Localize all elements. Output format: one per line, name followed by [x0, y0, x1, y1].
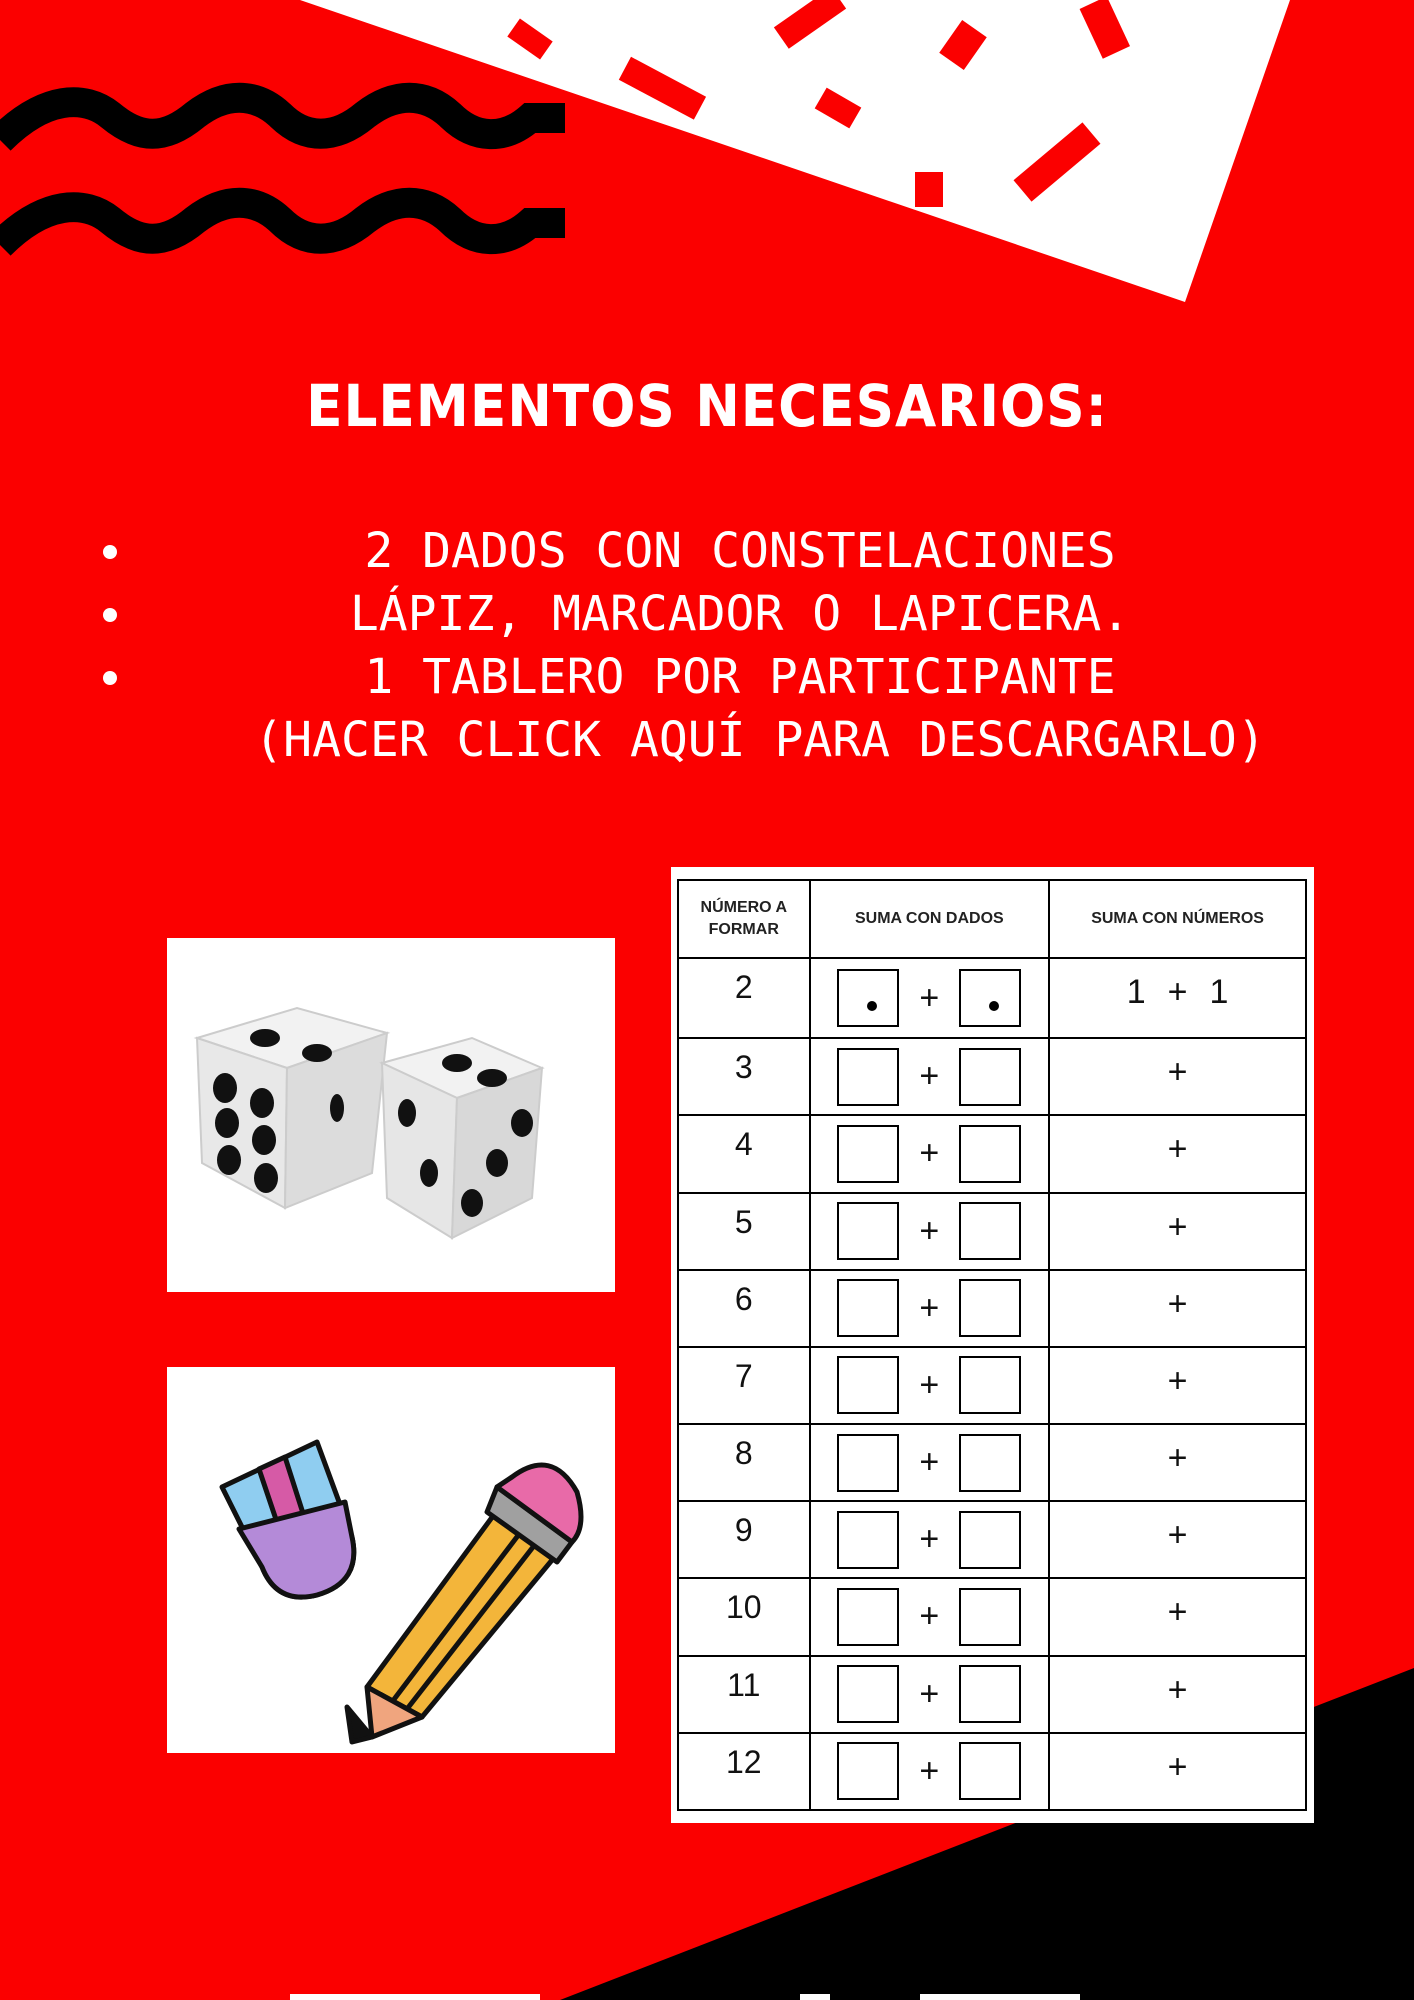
dice-box[interactable] — [837, 1202, 899, 1260]
number-sum-cell[interactable] — [1049, 1733, 1306, 1810]
dice-sum-cell — [810, 1501, 1050, 1578]
dice-box[interactable] — [837, 1356, 899, 1414]
plus-sign: + — [919, 1751, 940, 1790]
number-sum-cell — [1049, 958, 1306, 1038]
number-sum-cell[interactable] — [1049, 1578, 1306, 1655]
dice-box[interactable] — [959, 1665, 1021, 1723]
target-number: 6 — [678, 1270, 810, 1347]
table-row — [678, 1501, 1306, 1578]
plus-sign: + — [919, 1288, 940, 1327]
dice-box[interactable] — [837, 1742, 899, 1800]
list-item — [0, 520, 1414, 583]
dice-box[interactable] — [959, 1742, 1021, 1800]
list-item — [0, 583, 1414, 646]
dice-box[interactable] — [837, 969, 899, 1027]
number-sum-cell[interactable] — [1049, 1270, 1306, 1347]
plus-sign: + — [1167, 1439, 1188, 1478]
dice-sum-cell — [810, 1038, 1050, 1115]
plus-sign: + — [919, 1674, 940, 1713]
target-number: 11 — [678, 1656, 810, 1733]
download-link-text[interactable]: (HACER CLICK AQUÍ PARA DESCARGARLO) — [254, 712, 1266, 768]
table-row — [678, 1347, 1306, 1424]
list-item-text: 1 TABLERO POR PARTICIPANTE — [364, 649, 1116, 705]
dice-sum-cell — [810, 1193, 1050, 1270]
dice-box[interactable] — [959, 1356, 1021, 1414]
table-row — [678, 1115, 1306, 1192]
number-sum-cell[interactable] — [1049, 1501, 1306, 1578]
plus-sign: + — [919, 1520, 940, 1559]
dice-box[interactable] — [837, 1279, 899, 1337]
plus-sign: + — [919, 1597, 940, 1636]
table-row — [678, 1424, 1306, 1501]
dice-icon — [167, 938, 615, 1292]
dice-box[interactable] — [837, 1125, 899, 1183]
number-sum-cell[interactable] — [1049, 1424, 1306, 1501]
plus-sign: + — [919, 1365, 940, 1404]
plus-sign: + — [919, 1443, 940, 1482]
header-number: NÚMERO A FORMAR — [678, 880, 810, 958]
die-pip — [867, 1001, 877, 1011]
plus-sign: + — [919, 1211, 940, 1250]
table-row — [678, 1193, 1306, 1270]
dice-box[interactable] — [959, 1588, 1021, 1646]
plus-sign: + — [919, 1134, 940, 1173]
plus-sign: + — [1167, 1670, 1188, 1709]
table-row — [678, 1656, 1306, 1733]
dice-box[interactable] — [959, 969, 1021, 1027]
list-item — [0, 646, 1414, 709]
dice-sum-cell — [810, 1347, 1050, 1424]
die-pip — [989, 1001, 999, 1011]
addend-b: 1 — [1209, 973, 1229, 1011]
dice-box[interactable] — [837, 1511, 899, 1569]
dice-image — [167, 938, 615, 1292]
materials-list — [0, 520, 1414, 772]
plus-sign: + — [919, 978, 940, 1017]
header-dice-sum: SUMA CON DADOS — [810, 880, 1050, 958]
number-sum-cell[interactable] — [1049, 1038, 1306, 1115]
target-number: 5 — [678, 1193, 810, 1270]
plus-sign: + — [1167, 1361, 1188, 1400]
plus-sign: + — [1167, 1207, 1188, 1246]
dice-box[interactable] — [837, 1665, 899, 1723]
target-number: 4 — [678, 1115, 810, 1192]
dice-sum-cell — [810, 1270, 1050, 1347]
number-sum-cell[interactable] — [1049, 1656, 1306, 1733]
plus-sign: + — [1167, 1284, 1188, 1323]
dice-box[interactable] — [837, 1434, 899, 1492]
pencil-image — [167, 1367, 615, 1753]
target-number: 3 — [678, 1038, 810, 1115]
bullet-dot — [103, 608, 117, 622]
dice-box[interactable] — [959, 1125, 1021, 1183]
target-number: 8 — [678, 1424, 810, 1501]
list-item-text: 2 DADOS CON CONSTELACIONES — [364, 523, 1116, 579]
plus-sign: + — [919, 1057, 940, 1096]
list-item-text: LÁPIZ, MARCADOR O LAPICERA. — [349, 586, 1131, 642]
plus-sign: + — [1167, 1053, 1188, 1092]
plus-sign: + — [1167, 973, 1188, 1011]
dice-sum-cell — [810, 1115, 1050, 1192]
dice-box[interactable] — [959, 1202, 1021, 1260]
dice-sum-cell — [810, 1578, 1050, 1655]
download-link[interactable] — [0, 709, 1414, 772]
number-sum-cell[interactable] — [1049, 1193, 1306, 1270]
pencil-eraser-icon — [167, 1367, 615, 1753]
page-title: ELEMENTOS NECESARIOS: — [306, 372, 1108, 440]
dice-box[interactable] — [959, 1279, 1021, 1337]
dice-sum-cell — [810, 1656, 1050, 1733]
number-sum-cell[interactable] — [1049, 1115, 1306, 1192]
bullet-dot — [103, 671, 117, 685]
dice-box[interactable] — [837, 1048, 899, 1106]
dice-box[interactable] — [959, 1434, 1021, 1492]
bullet-dot — [103, 545, 117, 559]
header-number-sum: SUMA CON NÚMEROS — [1049, 880, 1306, 958]
table-row — [678, 958, 1306, 1038]
plus-sign: + — [1167, 1130, 1188, 1169]
addend-a: 1 — [1126, 973, 1146, 1011]
table-row — [678, 1038, 1306, 1115]
dice-sum-cell — [810, 1424, 1050, 1501]
dice-box[interactable] — [959, 1048, 1021, 1106]
target-number: 10 — [678, 1578, 810, 1655]
dice-box[interactable] — [959, 1511, 1021, 1569]
table-row — [678, 1270, 1306, 1347]
dice-sum-cell — [810, 1733, 1050, 1810]
table-row — [678, 1578, 1306, 1655]
dice-sum-cell — [810, 958, 1050, 1038]
game-board — [671, 867, 1314, 1823]
target-number: 9 — [678, 1501, 810, 1578]
plus-sign: + — [1167, 1516, 1188, 1555]
plus-sign: + — [1167, 1747, 1188, 1786]
table-header-row — [678, 880, 1306, 958]
dice-box[interactable] — [837, 1588, 899, 1646]
table-row — [678, 1733, 1306, 1810]
plus-sign: + — [1167, 1593, 1188, 1632]
target-number: 7 — [678, 1347, 810, 1424]
board-table — [677, 879, 1307, 1811]
target-number: 12 — [678, 1733, 810, 1810]
target-number: 2 — [678, 958, 810, 1038]
number-sum-cell[interactable] — [1049, 1347, 1306, 1424]
